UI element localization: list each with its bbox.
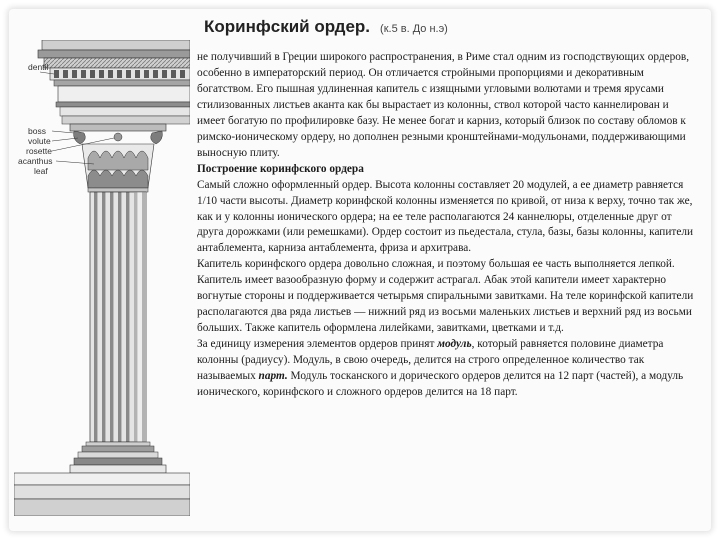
module-text-c: Модуль тосканского и дорического ордеров делится на 12 парт (частей), а модуль ионического, коринфского и сложного ордеров делится на 18 парт. — [197, 370, 684, 399]
column-drawing — [14, 40, 190, 516]
label-boss: boss — [28, 126, 46, 136]
label-dentil: dentil — [28, 62, 49, 72]
title-subtitle: (к.5 в. До н.э) — [380, 23, 448, 35]
paragraph-capital: Капитель коринфского ордера довольно сложная, и поэтому большая ее часть выполняется лепкой. Капитель имеет вазообразную форму и содержит астрагал. Абак этой капители имеет характерно вогнутые стороны и поддерживается четырьмя спиральными завитками. На теле коринфской капители располагаются два ряда листьев — нижний ряд из восьми маленьких листьев и верхний ряд из восьми больших. Также капитель оформлена лилейками, завитками, цветками и т.д. — [197, 258, 694, 335]
term-module: модуль — [437, 338, 472, 351]
label-rosette: rosette — [26, 146, 52, 156]
paragraph-intro: не получивший в Греции широкого распространения, в Риме стал одним из господствующих ордеров, особенно в императорский период. Он отличается стройными пропорциями и декоративным богатством. Его пышная удлиненная капитель с изящными угловыми волютами и тремя ярусами стилизованных листьев аканта как бы вырастает из колонны, ствол которой часто каннелирован и имеет богатую по профилировке базу. Не менее богат и карниз, который близок по составу обломов к римско-ионическому ордеру, но дополнен резными кронштейнами-модульонами, поддерживающими выносную плиту. — [197, 51, 690, 159]
label-acanthus: acanthus — [18, 156, 53, 166]
corinthian-column-illustration — [14, 40, 190, 516]
article-body — [197, 50, 697, 401]
term-part: парт. — [258, 370, 288, 383]
title-main: Коринфский ордер. — [204, 17, 371, 36]
page-title — [204, 17, 704, 45]
entablature — [38, 40, 190, 124]
paragraph-construction: Самый сложно оформленный ордер. Высота колонны составляет 20 модулей, а ее диаметр равняется 1/10 части высоты. Диаметр коринфской колонны изменяется по кривой, от низа к верху, точно так же, как и у колонны ионического ордера; на ее теле располагаются 24 каннелюры, отделенные друг от друга дорожками (или ремешками). Ордер состоит из пьедестала, стула, базы, базы колонны, капители антаблемента, карниза антаблемента, фриза и архитрава. — [197, 178, 694, 255]
column-base — [70, 442, 166, 473]
paragraph-module — [197, 337, 697, 401]
stylobate-steps — [14, 473, 190, 516]
module-text-a: За единицу измерения элементов ордеров принят — [197, 338, 438, 351]
column-shaft — [90, 192, 146, 442]
module-text-b: , который равняется половине диаметра колонны (радиусу). Модуль, в свою очередь, делится на строго определенное количество так называемых — [197, 338, 664, 383]
label-leaf: leaf — [34, 166, 48, 176]
label-volute: volute — [28, 136, 51, 146]
capital — [70, 124, 166, 192]
section-heading: Построение коринфского ордера — [197, 162, 364, 175]
dentil-row — [54, 70, 185, 78]
